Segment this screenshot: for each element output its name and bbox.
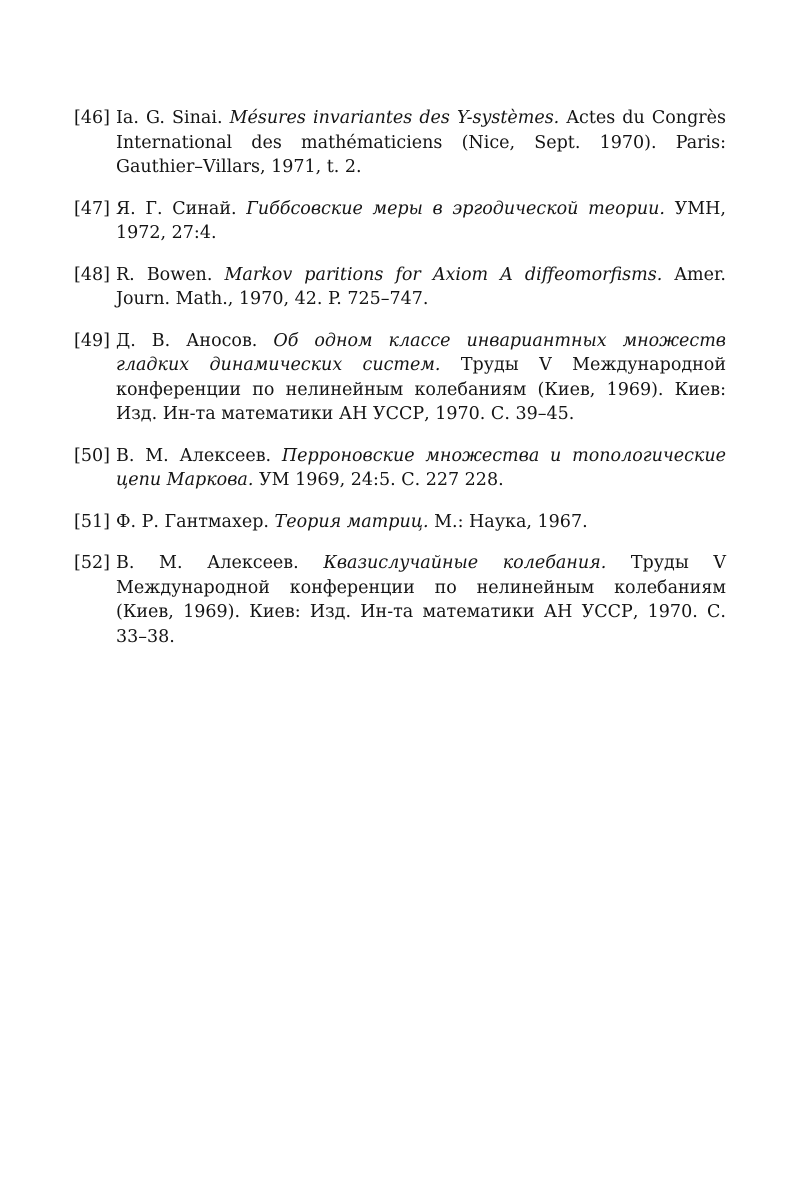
reference-title: Mésures invariantes des Y-systèmes. [229, 108, 560, 128]
reference-text [116, 512, 588, 532]
reference-details: Actes du Congrès International des mathématiciens (Nice, Sept. 1970). Paris: Gauthier–Villars, 1971, t. 2. [116, 108, 726, 177]
reference-author: Д. В. Аносов. [116, 330, 258, 351]
reference-author: R. Bowen. [116, 264, 213, 285]
reference-details: Amer. Journ. Math., 1970, 42. P. 725–747. [116, 264, 726, 309]
reference-list [74, 106, 726, 666]
reference-text [116, 553, 726, 647]
reference-47 [74, 197, 726, 246]
reference-50 [74, 444, 726, 493]
reference-number: [49] [74, 330, 110, 351]
reference-text [116, 331, 726, 425]
reference-number: [47] [74, 198, 110, 219]
reference-number: [52] [74, 553, 110, 573]
reference-details: М.: Наука, 1967. [434, 511, 588, 532]
reference-number: [51] [74, 511, 110, 532]
reference-author: Ia. G. Sinai. [116, 108, 223, 128]
reference-details: Труды V Международной конференции по нелинейным колебаниям (Киев, 1969). Киев: Изд. Ин-та математики АН УССР, 1970. С. 33–38. [116, 553, 726, 647]
reference-author: В. М. Алексеев. [116, 445, 272, 466]
reference-title: Перроновские множества и топологические цепи Маркова. [116, 445, 726, 490]
reference-details: Труды V Международной конференции по нелинейным колебаниям (Киев, 1969). Киев: Изд. Ин-та математики АН УССР, 1970. С. 39–45. [116, 355, 726, 424]
reference-text [116, 108, 726, 177]
reference-author: Я. Г. Синай. [116, 198, 237, 219]
reference-author: В. М. Алексеев. [116, 553, 299, 573]
reference-title: Markov paritions for Axiom A diffeomorfisms. [224, 264, 663, 285]
reference-49 [74, 329, 726, 427]
reference-title: Гиббсовские меры в эргодической теории. [246, 198, 665, 219]
reference-number: [46] [74, 108, 110, 128]
reference-title: Квазислучайные колебания. [323, 553, 607, 573]
reference-46 [74, 106, 726, 180]
reference-48 [74, 263, 726, 312]
reference-51 [74, 510, 726, 535]
reference-details: УМН, 1972, 27:4. [116, 198, 726, 243]
reference-author: Ф. Р. Гантмахер. [116, 511, 269, 532]
reference-number: [50] [74, 445, 110, 466]
reference-number: [48] [74, 264, 110, 285]
reference-text [116, 446, 726, 491]
reference-52 [74, 551, 726, 649]
reference-text [116, 199, 726, 244]
reference-text [116, 265, 726, 310]
reference-title: Теория матриц. [274, 511, 429, 532]
reference-details: УМ 1969, 24:5. С. 227 228. [258, 470, 504, 490]
reference-title: Об одном классе инвариантных множеств гладких динамических систем. [116, 330, 726, 375]
